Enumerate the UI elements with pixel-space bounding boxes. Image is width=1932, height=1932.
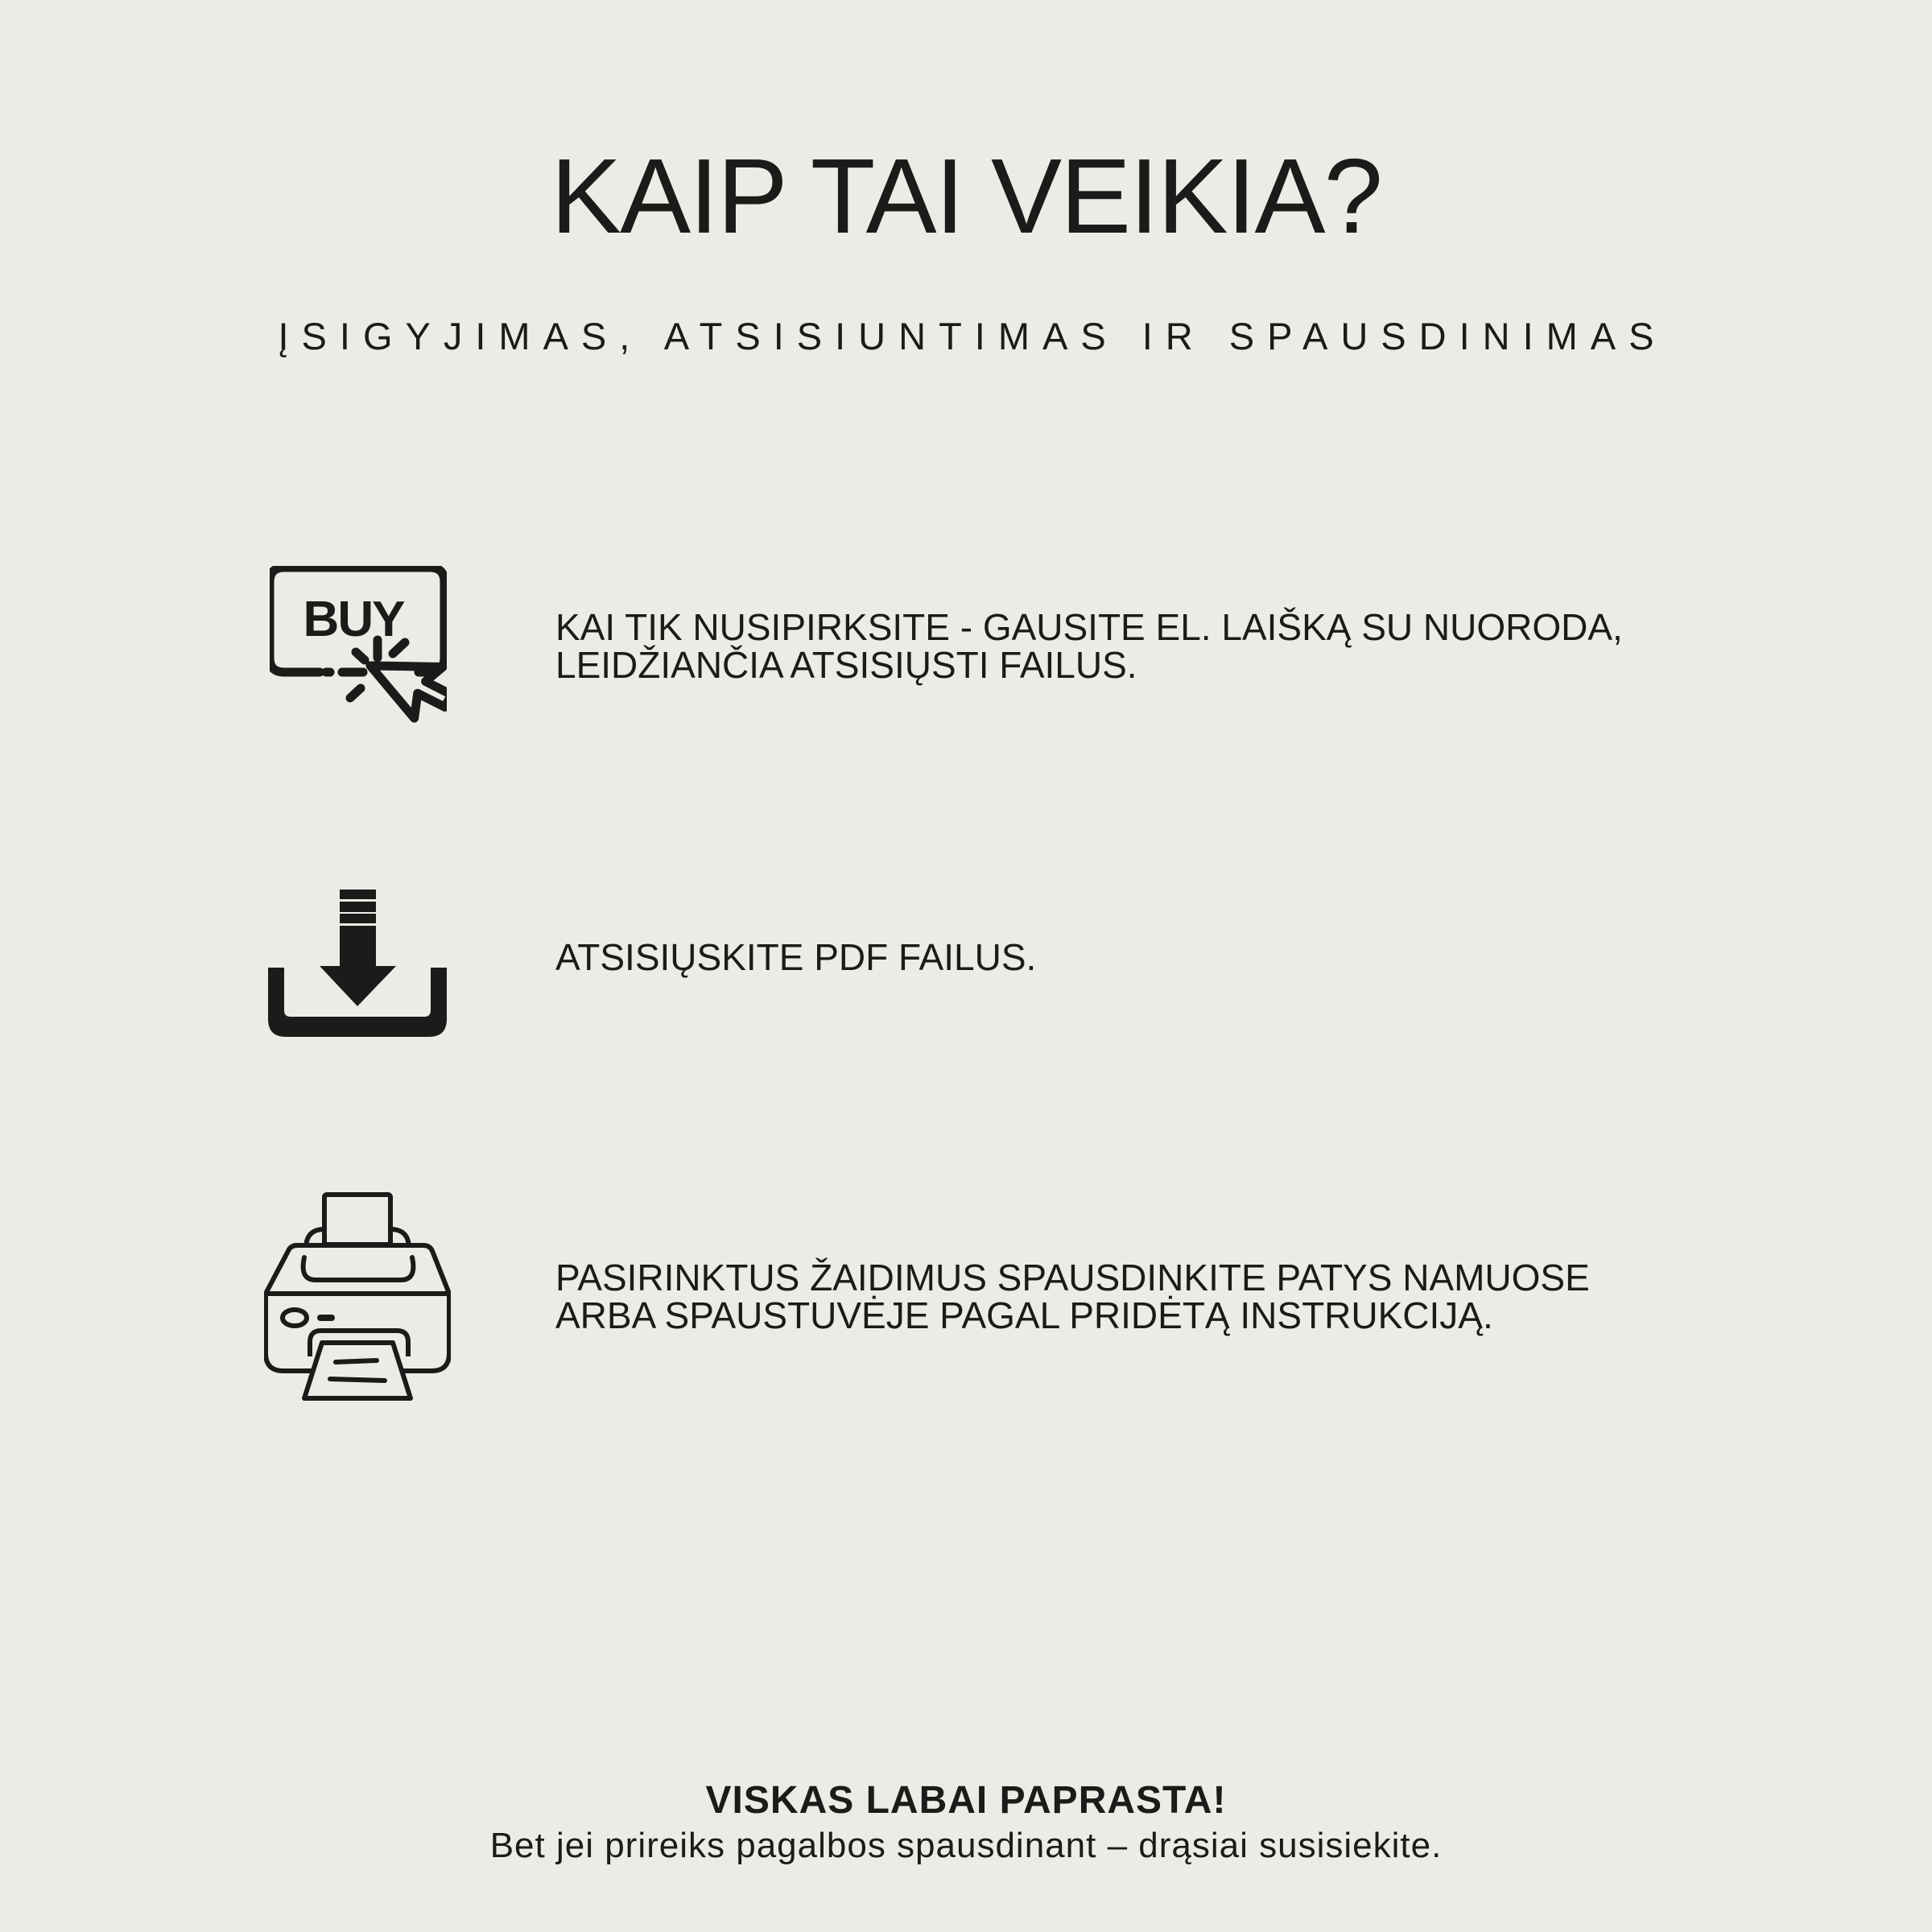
buy-label: BUY: [303, 592, 404, 647]
footer-headline: VISKAS LABAI PAPRASTA!: [705, 1779, 1227, 1822]
download-icon: [268, 888, 447, 1038]
buy-click-icon: [270, 566, 447, 743]
step-2-line-1: ATSISIŲSKITE PDF FAILUS.: [555, 936, 1037, 978]
printer-icon: [264, 1192, 451, 1403]
page-title: KAIP TAI VEIKIA?: [551, 137, 1381, 255]
step-2-text: [555, 936, 1037, 978]
step-3-text: [555, 1259, 1590, 1335]
step-1-line-1: KAI TIK NUSIPIRKSITE - GAUSITE EL. LAIŠKĄ SU NUORODA,: [555, 606, 1623, 648]
step-1-text: [555, 606, 1623, 686]
step-3-line-2: ARBA SPAUSTUVĖJE PAGAL PRIDĖTĄ INSTRUKCIJĄ.: [555, 1294, 1493, 1336]
step-1-line-2: LEIDŽIANČIA ATSISIŲSTI FAILUS.: [555, 644, 1137, 686]
footer-subline: Bet jei prireiks pagalbos spausdinant – drąsiai susisiekite.: [489, 1826, 1443, 1865]
step-3-line-1: PASIRINKTUS ŽAIDIMUS SPAUSDINKITE PATYS NAMUOSE: [555, 1257, 1590, 1298]
page-subtitle: ĮSIGYJIMAS, ATSISIUNTIMAS IR SPAUSDINIMAS: [278, 315, 1667, 357]
